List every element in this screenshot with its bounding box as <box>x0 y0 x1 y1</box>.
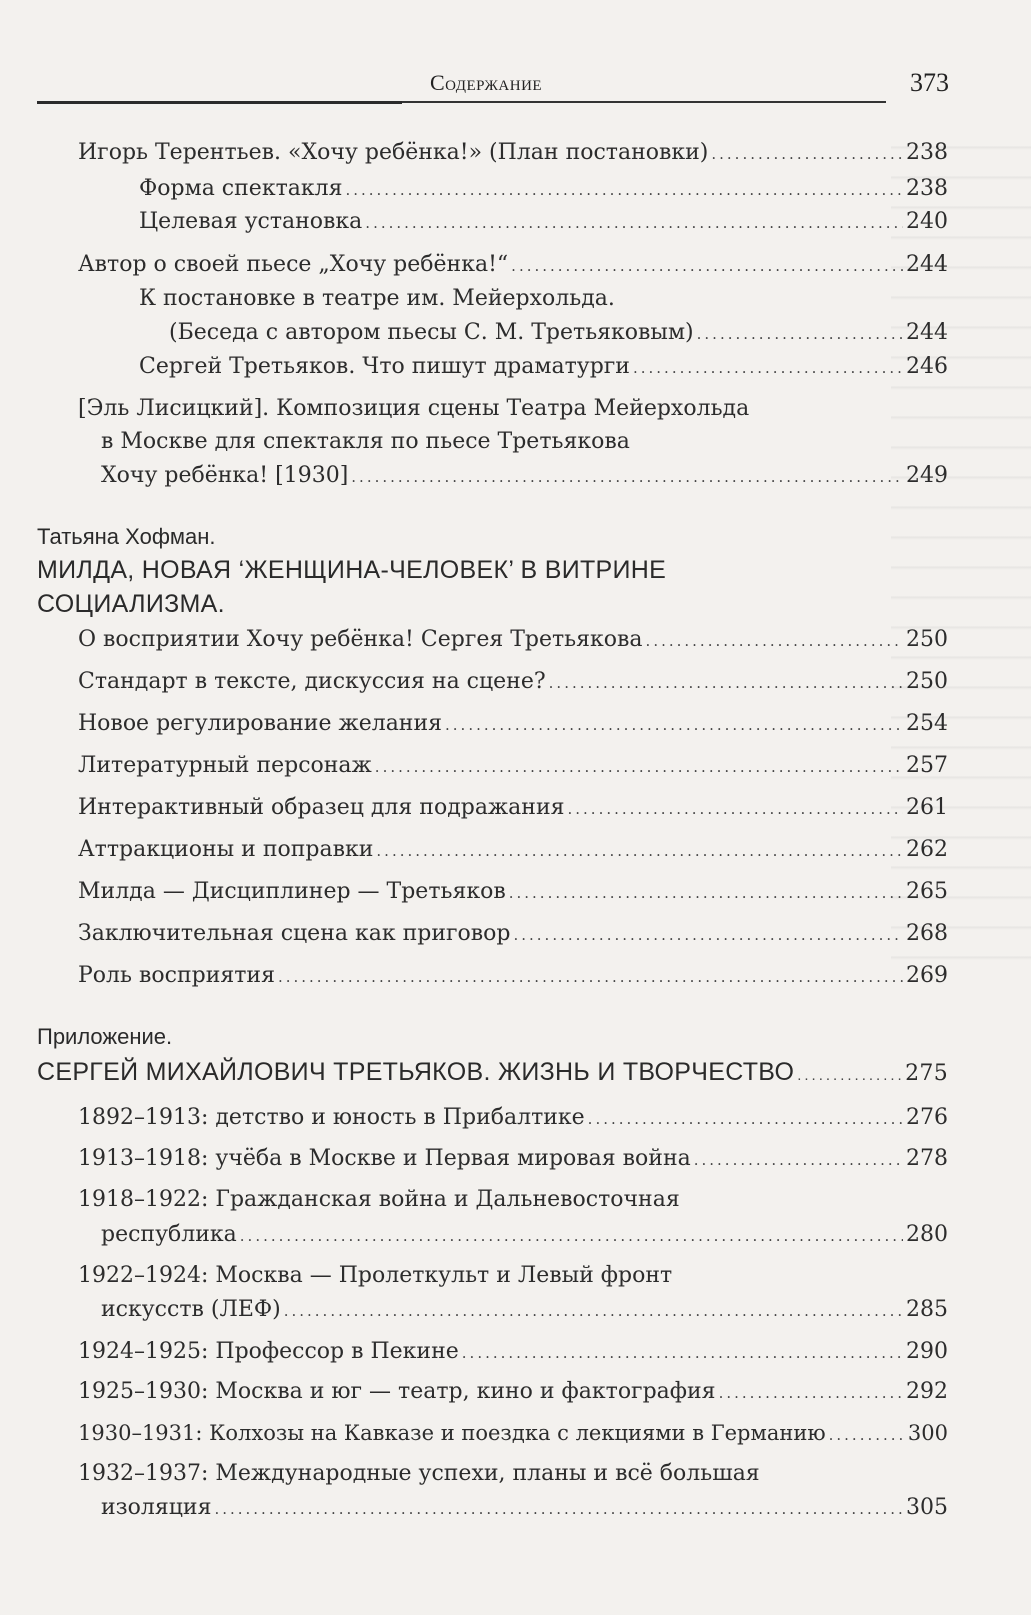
toc-entry-line: в Москве для спектакля по пьесе Третьякова <box>101 429 630 454</box>
toc-entry: республика ..... 280 <box>101 1218 948 1252</box>
section-author: Татьяна Хофман. <box>37 524 216 549</box>
toc-entry-line: К постановке в театре им. Мейерхольда. <box>139 286 615 311</box>
toc-entry: Игорь Терентьев. «Хочу ребёнка!» (План постановки) ..... 238 <box>78 136 948 170</box>
toc-entry: искусств (ЛЕФ) ..... 285 <box>101 1293 948 1327</box>
toc-entry: 1892–1913: детство и юность в Прибалтике ..... 276 <box>78 1101 948 1135</box>
toc-entry: Заключительная сцена как приговор ..... 268 <box>78 917 948 951</box>
toc-entry: 1930–1931: Колхозы на Кавказе и поездка с лекциями в Германию ..... 300 <box>78 1416 948 1450</box>
toc-entry: Милда — Дисциплинер — Третьяков ..... 265 <box>78 875 948 909</box>
toc-entry: О восприятии Хочу ребёнка! Сергея Третьякова ..... 250 <box>78 623 948 657</box>
toc-entry: Автор о своей пьесе „Хочу ребёнка!“ ..... 244 <box>78 248 948 282</box>
toc-entry: 1925–1930: Москва и юг — театр, кино и фактография ..... 292 <box>78 1375 948 1409</box>
toc-entry-line: 1932–1937: Международные успехи, планы и всё большая <box>78 1461 760 1486</box>
page-number: 373 <box>910 68 949 97</box>
toc-entry: изоляция ..... 305 <box>101 1491 948 1525</box>
section-title: СОЦИАЛИЗМА. <box>37 590 225 618</box>
appendix-title: СЕРГЕЙ МИХАЙЛОВИЧ ТРЕТЬЯКОВ. ЖИЗНЬ И ТВОРЧЕСТВО ..... 275 <box>37 1055 948 1089</box>
toc-entry: 1924–1925: Профессор в Пекине ..... 290 <box>78 1335 948 1369</box>
toc-entry-line: 1922–1924: Москва — Пролеткульт и Левый фронт <box>78 1263 673 1288</box>
toc-entry: (Беседа с автором пьесы С. М. Третьяковым) ..... 244 <box>169 316 948 350</box>
toc-entry: Интерактивный образец для подражания ..... 261 <box>78 791 948 825</box>
toc-entry: Целевая установка ..... 240 <box>139 205 948 239</box>
toc-entry: Сергей Третьяков. Что пишут драматурги ..... 246 <box>139 350 948 384</box>
running-title: Содержание <box>430 70 543 95</box>
toc-entry: Новое регулирование желания ..... 254 <box>78 707 948 741</box>
toc-entry: Литературный персонаж ..... 257 <box>78 749 948 783</box>
toc-entry: Стандарт в тексте, дискуссия на сцене? ..... 250 <box>78 665 948 699</box>
toc-entry: Роль восприятия ..... 269 <box>78 959 948 993</box>
toc-entry-line: 1918–1922: Гражданская война и Дальневосточная <box>78 1187 680 1212</box>
toc-entry: Аттракционы и поправки ..... 262 <box>78 833 948 867</box>
toc-entry-line: [Эль Лисицкий]. Композиция сцены Театра Мейерхольда <box>78 396 750 421</box>
section-title: МИЛДА, НОВАЯ ‘ЖЕНЩИНА-ЧЕЛОВЕК’ В ВИТРИНЕ <box>37 556 667 584</box>
toc-entry: Хочу ребёнка! [1930] ..... 249 <box>101 459 948 493</box>
appendix-label: Приложение. <box>37 1024 173 1049</box>
header-rule-accent <box>37 101 402 104</box>
toc-entry: 1913–1918: учёба в Москве и Первая мировая война ..... 278 <box>78 1142 948 1176</box>
toc-entry: Форма спектакля ..... 238 <box>139 172 948 206</box>
